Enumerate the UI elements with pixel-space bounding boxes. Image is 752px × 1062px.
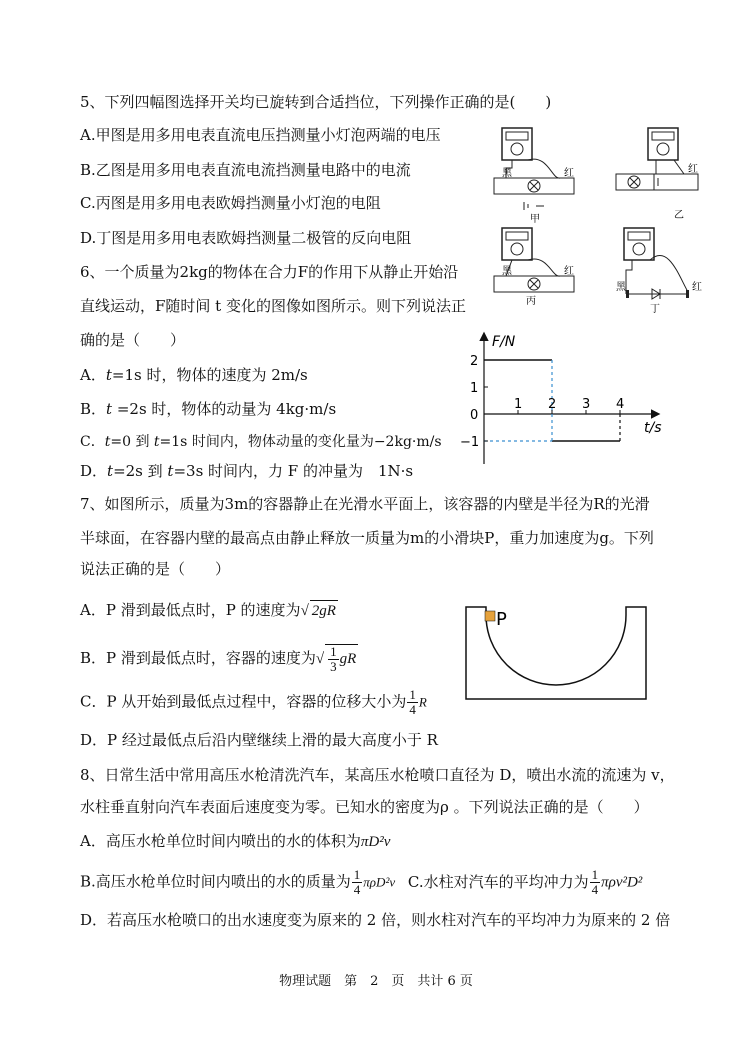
q8-option-a: A．高压水枪单位时间内喷出的水的体积为πD²v xyxy=(80,832,391,850)
q7-option-b: B．P 滑到最低点时，容器的速度为√ $\frac{1}{3}$ gR xyxy=(80,644,357,674)
q8-option-c-text: C.水柱对汽车的平均冲力为 xyxy=(407,872,589,891)
q5-multimeter-figures xyxy=(488,124,708,315)
y-tick-label-−1: −1 xyxy=(460,435,480,450)
q8-option-b-text: B.高压水枪单位时间内喷出的水的质量为 xyxy=(80,872,351,891)
figure-bing xyxy=(494,228,574,307)
q6-option-a: A．t=1s 时，物体的速度为 2m/s xyxy=(80,366,308,384)
q8-line-2: 水柱垂直射向汽车表面后速度变为零。已知水的密度为ρ 。下列说法正确的是（ ） xyxy=(80,798,649,816)
label-jia: 甲 xyxy=(530,214,540,225)
q5-option-a: A.甲图是用多用电表直流电压挡测量小灯泡两端的电压 xyxy=(80,126,441,144)
q6-line-1: 6、一个质量为2kg的物体在合力F的作用下从静止开始沿 xyxy=(80,263,459,281)
q6-line-3: 确的是（ ） xyxy=(80,331,186,349)
hemisphere-container-figure xyxy=(464,605,648,701)
force-time-chart xyxy=(448,328,668,468)
q8-line-1: 8、日常生活中常用高压水枪清洗汽车，某高压水枪喷口直径为 D，喷出水流的流速为 v， xyxy=(80,766,675,784)
q7-line-1: 7、如图所示，质量为3m的容器静止在光滑水平面上，该容器的内壁是半径为R的光滑 xyxy=(80,495,650,513)
q5-stem: 5、下列四幅图选择开关均已旋转到合适挡位，下列操作正确的是( ) xyxy=(80,93,552,111)
svg-text:黑: 黑 xyxy=(616,282,626,293)
svg-text:黑: 黑 xyxy=(502,266,512,277)
y-tick-label-1: 1 xyxy=(470,381,479,396)
q6-option-c: C．t=0 到 t=1s 时间内，物体动量的变化量为−2kg·m/s xyxy=(80,434,442,450)
q7-option-a: A．P 滑到最低点时，P 的速度为√ 2gR xyxy=(80,601,336,619)
x-tick-label-3: 3 xyxy=(582,397,591,412)
q7-line-3: 说法正确的是（ ） xyxy=(80,560,231,578)
q7-option-d: D．P 经过最低点后沿内壁继续上滑的最大高度小于 R xyxy=(80,731,438,749)
figure-yi xyxy=(616,128,698,221)
q7-line-2: 半球面，在容器内壁的最高点由静止释放一质量为m的小滑块P，重力加速度为g。下列 xyxy=(80,529,654,547)
page-footer: 物理试题 第 2 页 共计 6 页 xyxy=(279,974,473,989)
slider-block-p xyxy=(485,611,495,621)
x-axis-label: t/s xyxy=(644,420,662,436)
figure-jia xyxy=(494,128,574,225)
label-yi: 乙 xyxy=(674,210,684,221)
y-tick-label-0: 0 xyxy=(470,408,479,423)
q7-option-c: C．P 从开始到最低点过程中，容器的位移大小为 $\frac{1}{4}$ R xyxy=(80,687,427,717)
svg-text:红: 红 xyxy=(688,164,698,175)
svg-text:红: 红 xyxy=(692,282,702,293)
figure-ding xyxy=(616,228,702,315)
q5-option-b: B.乙图是用多用电表直流电流挡测量电路中的电流 xyxy=(80,161,411,179)
x-tick-label-1: 1 xyxy=(514,397,523,412)
q6-line-2: 直线运动，F随时间 t 变化的图像如图所示。则下列说法正 xyxy=(80,297,466,315)
label-p: P xyxy=(496,609,507,630)
y-axis-label: F/N xyxy=(492,334,516,350)
label-black: 黑 xyxy=(502,168,512,179)
x-tick-label-4: 4 xyxy=(616,397,625,412)
q6-option-b: B．t =2s 时，物体的动量为 4kg·m/s xyxy=(80,400,337,418)
svg-text:红: 红 xyxy=(564,266,574,277)
x-tick-label-2: 2 xyxy=(548,397,557,412)
q5-option-c: C.丙图是用多用电表欧姆挡测量小灯泡的电阻 xyxy=(80,194,381,212)
label-red: 红 xyxy=(564,168,574,179)
q5-option-d: D.丁图是用多用电表欧姆挡测量二极管的反向电阻 xyxy=(80,229,412,247)
y-tick-label-2: 2 xyxy=(470,354,479,369)
label-ding: 丁 xyxy=(650,304,660,315)
q8-option-b-c: B.高压水枪单位时间内喷出的水的质量为 $\frac{1}{4}$ πρD²v C.水柱对汽车的平均冲力为 $\frac{1}{4}$ πρv²D² xyxy=(80,867,643,897)
label-bing: 丙 xyxy=(526,296,536,307)
q6-option-d: D．t=2s 到 t=3s 时间内，力 F 的冲量为 1N·s xyxy=(80,462,414,480)
q8-option-d: D．若高压水枪喷口的出水速度变为原来的 2 倍，则水柱对汽车的平均冲力为原来的 2 倍 xyxy=(80,911,671,929)
